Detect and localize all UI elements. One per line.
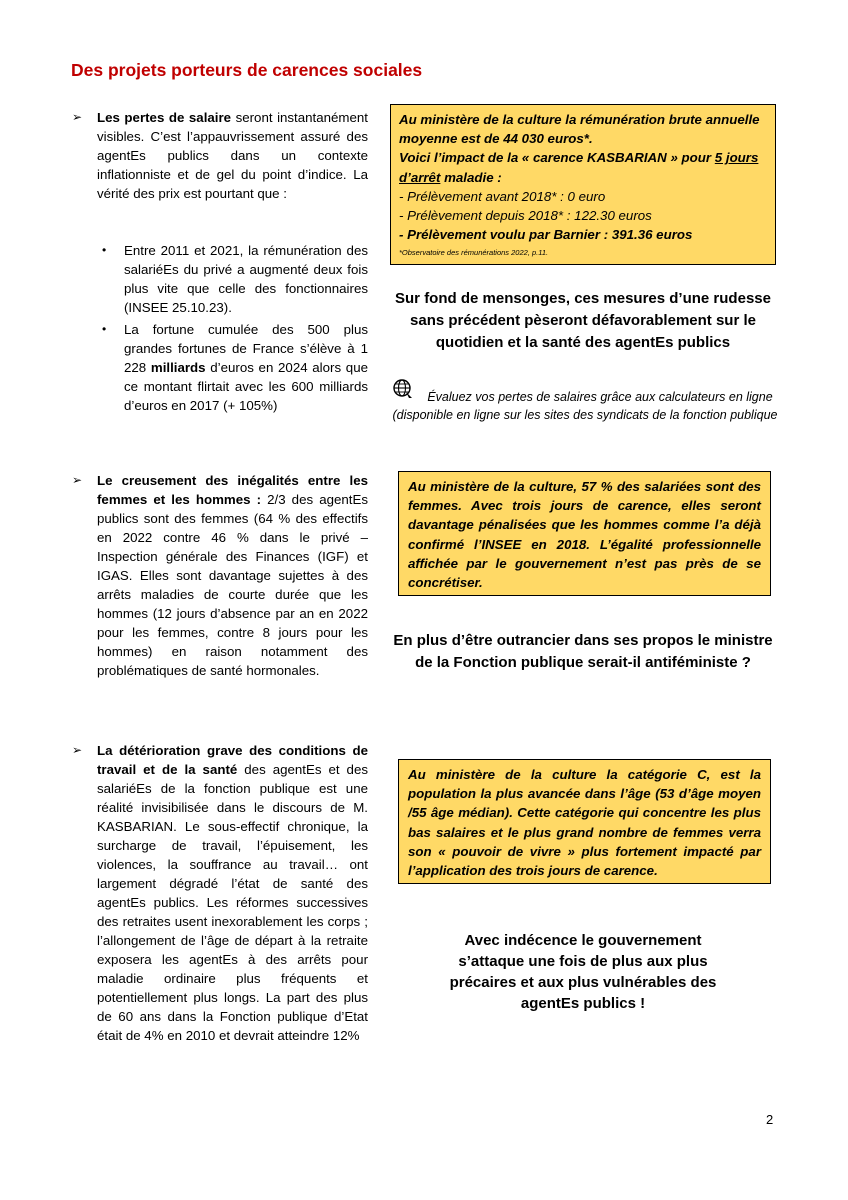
footnote: *Observatoire des rémunérations 2022, p.11. [399,248,549,258]
list-item-text-a: La fortune cumulée des 500 plus grandes fortunes de France s’élève à 1 228 [124,322,368,375]
arrow-bullet-icon: ➢ [72,110,83,124]
category-c-box [398,759,771,884]
page-number: 2 [766,1112,774,1127]
underlined-text: 5 jours d’arrêt [399,150,759,185]
list-item-text-b: d’euros en 2024 alors que ce montant flirtait avec les 600 milliards d’euros en 2017 (+ 105%) [124,360,368,413]
list-item [72,241,368,317]
arrow-bullet-icon: ➢ [72,743,83,757]
salary-impact-box [390,104,776,265]
statement-antifeminist: En plus d’être outrancier dans ses propos le ministre de la Fonction publique serait-il antiféministe ? [393,632,773,671]
section-work-conditions [72,741,368,1045]
women-culture-box [398,471,771,596]
work-conditions-text: des agentEs et des salariéEs de la fonction publique est une réalité invisibilisée dans le discours de M. KASBARIAN. Le sous-effectif chronique, la surcharge de travail, l’épuisement, les violences, la souffrance au travail… ont largement dégradé l’état de santé des agentEs publics. Les réformes successives des retraites usent inexorablement les corps ; l’allongement de l’âge de départ à la retraite exposera les agentEs à des arrêts pour maladie ordinaire plus fréquents et potentiellement plus longs. La part des plus de 60 ans dans la Fonction publique d’Etat était de 4% en 2010 et devrait atteindre 12% [97,762,368,1043]
bullet-dot-icon: • [102,322,107,336]
statement-lies: Sur fond de mensonges, ces mesures d’une rudesse sans précédent pèseront défavorablement sur le quotidien et la santé des agentEs publics [395,290,771,351]
work-conditions-paragraph [72,741,368,1045]
box-text: Au ministère de la culture, 57 % des salariées sont des femmes. Avec trois jours de carence, elles seront davantage pénalisées que les hommes comme l’a déjà confirmé l’INSEE en 2018. L’égalité professionnelle affichée par le gouvernement n’est pas près de se concrétiser. [408,479,761,591]
bullet-dot-icon: • [102,243,107,257]
page-title: Des projets porteurs de carences sociales [71,60,423,80]
list-item [72,320,368,415]
salary-loss-paragraph [72,108,368,203]
work-conditions-lead: La détérioration grave des conditions de travail et de la santé [97,743,368,777]
box-line: - Prélèvement voulu par Barnier : 391.36 euros [399,227,693,243]
calculator-note [380,388,790,424]
section-gender-inequality [72,471,368,678]
gender-lead: Le creusement des inégalités entre les femmes et les hommes : [97,473,368,507]
gender-text: 2/3 des agentEs publics sont des femmes (64 % des effectifs en 2022 contre 46 % dans le privé – Inspection générale des Finances (IGF) et IGAS. Elles sont davantage sujettes à des arrêts maladies de courte durée que les hommes (12 jours d’absence par an en 2022 pour les femmes, contre 8 jours pour les hommes) en raison notamment des problématiques de santé hormonales. [97,492,368,678]
section-salary-loss [72,108,368,415]
box-line: Au ministère de la culture la rémunération brute annuelle moyenne est de 44 030 euros*. [399,112,760,147]
salary-loss-lead: Les pertes de salaire [97,110,232,125]
gender-paragraph [72,471,368,678]
box-line: Voici l’impact de la « carence KASBARIAN » pour 5 jours d’arrêt maladie : [399,150,759,185]
calculator-text: Évaluez vos pertes de salaires grâce aux calculateurs en ligne [427,390,773,404]
box-line: - Prélèvement avant 2018* : 0 euro [399,188,606,204]
box-line: - Prélèvement depuis 2018* : 122.30 euros [399,208,652,224]
salary-loss-text: seront instantanément visibles. C’est l’appauvrissement assuré des agentEs publics dans un contexte inflationniste et de gel du point d’indice. La vérité des prix est pourtant que : [97,110,368,201]
list-item-bold: milliards [150,360,206,375]
box-text: Au ministère de la culture la catégorie C, est la population la plus avancée dans l’âge (53 d’âge moyen /55 âge médian). Cette catégorie qui concentre les plus bas salaires et le plus grand nombre de femmes verra son « pouvoir de vivre » plus fortement impacté par l’application des trois jours de carence. [408,767,761,879]
list-item-text: Entre 2011 et 2021, la rémunération des salariéEs du privé a augmenté deux fois plus vite que celle des fonctionnaires (INSEE 25.10.23). [124,243,368,315]
arrow-bullet-icon: ➢ [72,473,83,487]
statement-indecency: Avec indécence le gouvernement s’attaque une fois de plus aux plus précaires et aux plus vulnérables des agentEs publics ! [449,932,717,1012]
calculator-availability: (disponible en ligne sur les sites des syndicats de la fonction publique [392,408,778,422]
